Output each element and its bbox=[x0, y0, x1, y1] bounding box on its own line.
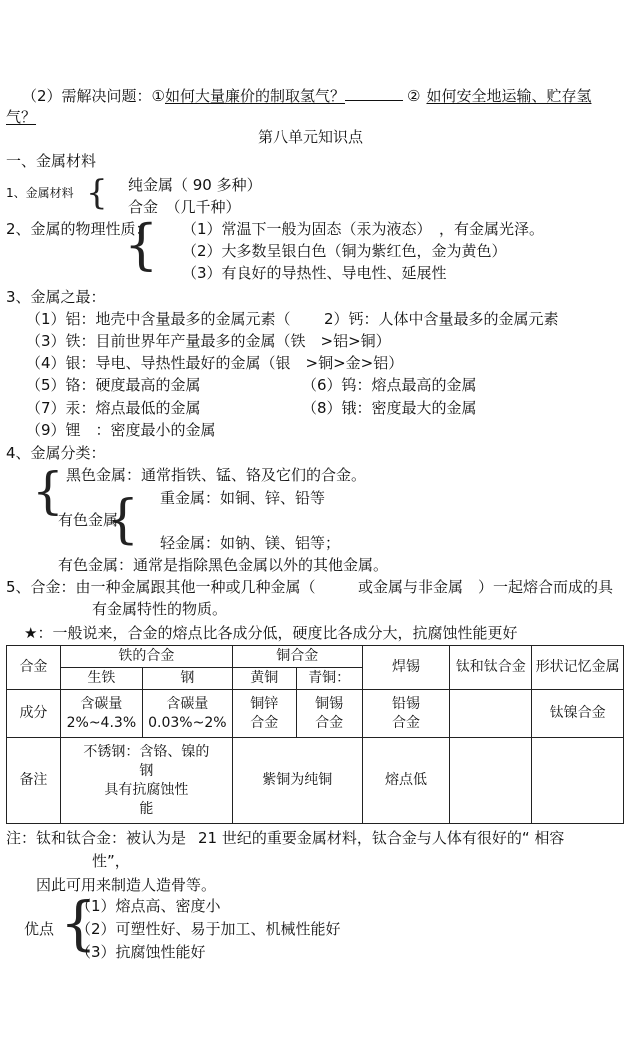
advantages-label: 优点 bbox=[24, 920, 55, 938]
shape-memory-header: 形状记忆金属 bbox=[532, 646, 624, 690]
cell-text: 铜锡 bbox=[315, 695, 344, 712]
shape-memory-note bbox=[532, 738, 624, 824]
solder-composition bbox=[362, 690, 450, 738]
table-row bbox=[7, 738, 624, 824]
cell-text: 含碳量 bbox=[166, 695, 209, 712]
copper-note: 紫铜为纯铜 bbox=[232, 738, 362, 824]
cell-text: 含碳量 bbox=[80, 695, 123, 712]
copper-alloy-header: 铜合金 bbox=[232, 646, 362, 668]
superlative-6: （6）钨：熔点最高的金属 bbox=[302, 376, 477, 394]
nonferrous-label: 有色金属 bbox=[58, 511, 119, 529]
alloy-definition-2: 或金属与非金属 ）一起熔合而成的具 bbox=[358, 578, 614, 596]
advantage-3: （3）抗腐蚀性能好 bbox=[76, 943, 206, 961]
titanium-header: 钛和钛合金 bbox=[450, 646, 532, 690]
page-title: 第八单元知识点 bbox=[258, 128, 364, 146]
question-prefix: （2）需解决问题：① bbox=[22, 87, 165, 105]
shape-memory-composition: 钛镍合金 bbox=[532, 690, 624, 738]
cell-text: 合金 bbox=[391, 714, 420, 731]
physical-properties-label: 2、金属的物理性质： bbox=[6, 220, 151, 238]
superlative-2: 2）钙：人体中含量最多的金属元素 bbox=[324, 310, 559, 328]
iron-alloy-header: 铁的合金 bbox=[60, 646, 232, 668]
bronze-composition bbox=[296, 690, 362, 738]
metal-materials-label: 1、金属材料 bbox=[6, 186, 74, 200]
titanium-note bbox=[450, 738, 532, 824]
brass-composition bbox=[232, 690, 296, 738]
section-1-heading: 一、金属材料 bbox=[6, 152, 97, 170]
question-1: 如何大量廉价的制取氢气？ bbox=[165, 87, 346, 105]
alloy-header: 合金 bbox=[7, 646, 61, 690]
question-2: 如何安全地运输、贮存氢 bbox=[426, 87, 592, 105]
cell-text: 不锈钢：含铬、镍的 bbox=[83, 743, 210, 760]
note-text: 21 世纪的重要金属材料，钛合金与人体有很好的“ 相容 bbox=[198, 829, 565, 847]
brace-icon: { bbox=[106, 490, 140, 550]
question-blank bbox=[345, 86, 403, 101]
alloy-property-note: ★：一般说来，合金的熔点比各成分低，硬度比各成分大，抗腐蚀性能更好 bbox=[24, 624, 518, 642]
advantage-2: （2）可塑性好、易于加工、机械性能好 bbox=[76, 920, 341, 938]
table-row bbox=[7, 690, 624, 738]
pure-metal-item: 纯金属（ 90 多种） bbox=[128, 176, 262, 194]
cell-text: 铅锡 bbox=[391, 695, 420, 712]
question-2-mark: ② bbox=[407, 87, 421, 105]
iron-note bbox=[60, 738, 232, 824]
titanium-composition bbox=[450, 690, 532, 738]
cell-text: 具有抗腐蚀性 bbox=[104, 781, 189, 798]
cell-text: 钢 bbox=[139, 762, 154, 779]
alloy-table bbox=[6, 645, 624, 824]
brass-header: 黄铜 bbox=[232, 668, 296, 690]
cell-text: 合金 bbox=[315, 714, 344, 731]
titanium-note-line bbox=[6, 829, 564, 847]
cell-text: 2%~4.3% bbox=[66, 714, 137, 731]
alloy-item: 合金 （几千种） bbox=[128, 198, 241, 216]
superlative-3: （3）铁：目前世界年产量最多的金属（铁 >铝>铜） bbox=[26, 332, 391, 350]
pig-iron-composition bbox=[60, 690, 142, 738]
physical-property-2: （2）大多数呈银白色（铜为紫红色，金为黄色） bbox=[182, 242, 507, 260]
note-text: 注：钛和钛合金：被认为是 bbox=[6, 829, 187, 847]
nonferrous-note: 有色金属：通常是指除黑色金属以外的其他金属。 bbox=[58, 556, 389, 574]
physical-property-1: （1）常温下一般为固态（汞为液态） ，有金属光泽。 bbox=[182, 220, 545, 238]
steel-composition bbox=[142, 690, 232, 738]
cell-text: 0.03%~2% bbox=[148, 714, 227, 731]
cell-text: 合金 bbox=[250, 714, 279, 731]
cell-text: 铜锌 bbox=[250, 695, 279, 712]
cell-text: 能 bbox=[139, 800, 154, 817]
steel-header: 钢 bbox=[142, 668, 232, 690]
bronze-header: 青铜： bbox=[296, 668, 362, 690]
note-continued: 性”， bbox=[92, 852, 130, 870]
heavy-metals: 重金属：如铜、锌、铅等 bbox=[160, 489, 326, 507]
section-3-heading: 3、金属之最： bbox=[6, 288, 106, 306]
physical-property-3: （3）有良好的导热性、导电性、延展性 bbox=[182, 264, 447, 282]
brace-icon: { bbox=[124, 213, 159, 276]
question-line bbox=[22, 86, 591, 105]
light-metals: 轻金属：如钠、镁、铝等； bbox=[160, 534, 341, 552]
brace-icon: { bbox=[32, 462, 64, 520]
note-label: 备注 bbox=[7, 738, 61, 824]
brace-icon: { bbox=[86, 173, 108, 213]
superlative-5: （5）铬：硬度最高的金属 bbox=[26, 376, 201, 394]
advantage-1: （1）熔点高、密度小 bbox=[76, 897, 221, 915]
question-2-continued: 气？ bbox=[6, 108, 37, 126]
brace-icon: { bbox=[60, 889, 97, 957]
superlative-4: （4）银：导电、导热性最好的金属（银 >铜>金>铝） bbox=[26, 354, 404, 372]
section-4-heading: 4、金属分类： bbox=[6, 444, 106, 462]
solder-header: 焊锡 bbox=[362, 646, 450, 690]
composition-label: 成分 bbox=[7, 690, 61, 738]
superlative-1: （1）铝：地壳中含量最多的金属元素（ bbox=[26, 310, 291, 328]
superlative-9: （9）锂 ：密度最小的金属 bbox=[26, 421, 216, 439]
alloy-definition-1: 5、合金：由一种金属跟其他一种或几种金属（ bbox=[6, 578, 316, 596]
ferrous-metals: 黑色金属：通常指铁、锰、铬及它们的合金。 bbox=[66, 466, 367, 484]
note-usage: 因此可用来制造人造骨等。 bbox=[36, 876, 217, 894]
superlative-7: （7）汞：熔点最低的金属 bbox=[26, 399, 201, 417]
solder-note: 熔点低 bbox=[362, 738, 450, 824]
alloy-definition-3: 有金属特性的物质。 bbox=[92, 600, 228, 618]
pig-iron-header: 生铁 bbox=[60, 668, 142, 690]
superlative-8: （8）锇：密度最大的金属 bbox=[302, 399, 477, 417]
